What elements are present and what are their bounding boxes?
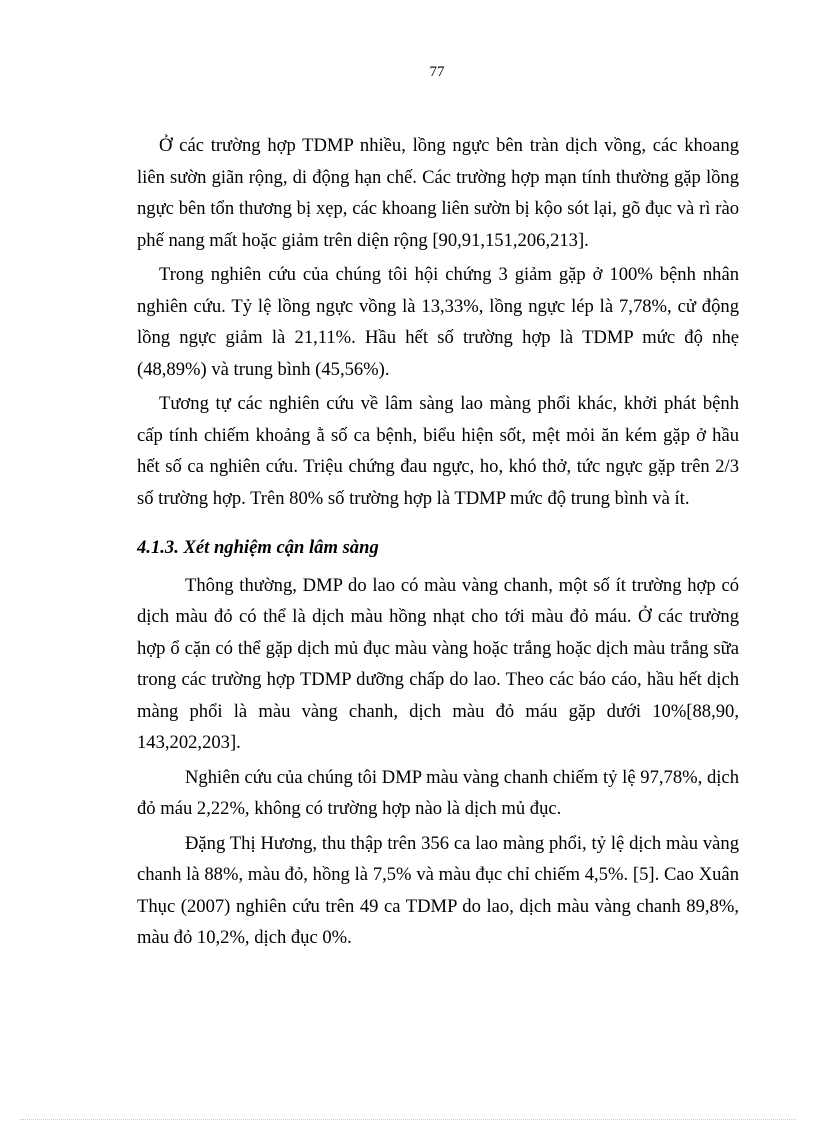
paragraph-comparison: Tương tự các nghiên cứu về lâm sàng lao màng phổi khác, khởi phát bệnh cấp tính chiếm khoảng ằ số ca bệnh, biểu hiện sốt, mệt mỏi ăn kém gặp ở hầu hết số ca nghiên cứu. Triệu chứng đau ngực, ho, khó thở, tức ngực gặp trên 2/3 số trường hợp. Trên 80% số trường hợp là TDMP mức độ trung bình và ít. [137,393,739,509]
paragraph-fluid-color: Thông thường, DMP do lao có màu vàng chanh, một số ít trường hợp có dịch màu đỏ có thể là dịch màu hồng nhạt cho tới màu đỏ máu. Ở các trường hợp ổ cặn có thể gặp dịch mủ đục màu vàng hoặc trắng hoặc dịch màu trắng sữa trong các trường hợp TDMP dưỡng chấp do lao. Theo các báo cáo, hầu hết dịch màng phổi là màu vàng chanh, dịch màu đỏ máu gặp dưới 10%[88,90, 143,202,203]. [137,574,739,753]
paragraph-clinical-signs: Ở các trường hợp TDMP nhiều, lồng ngực bên tràn dịch vồng, các khoang liên sườn giãn rộng, di động hạn chế. Các trường hợp mạn tính thường gặp lồng ngực bên tổn thương bị xẹp, các khoang liên sườn bị kộo sót lại, gõ đục và rì rào phế nang mất hoặc giảm trên diện rộng [90,91,151,206,213]. [137,135,739,251]
paragraph-study-results: Trong nghiên cứu của chúng tôi hội chứng 3 giảm gặp ở 100% bệnh nhân nghiên cứu. Tỷ lệ lồng ngực vồng là 13,33%, lồng ngực lép là 7,78%, cử động lồng ngực giảm là 21,11%. Hầu hết số trường hợp là TDMP mức độ nhẹ (48,89%) và trung bình (45,56%). [137,264,739,380]
section-heading: 4.1.3. Xét nghiệm cận lâm sàng [137,537,379,558]
document-body [137,130,739,957]
page-number: 77 [429,64,445,80]
paragraph-other-studies: Đặng Thị Hương, thu thập trên 356 ca lao màng phổi, tỷ lệ dịch màu vàng chanh là 88%, màu đỏ, hồng là 7,5% và màu đục chỉ chiếm 4,5%. [5]. Cao Xuân Thục (2007) nghiên cứu trên 49 ca TDMP do lao, dịch màu vàng chanh 89,8%, màu đỏ 10,2%, dịch đục 0%. [137,832,739,948]
page-bottom-divider [20,1119,796,1120]
paragraph-our-study: Nghiên cứu của chúng tôi DMP màu vàng chanh chiếm tỷ lệ 97,78%, dịch đỏ máu 2,22%, không có trường hợp nào là dịch mủ đục. [137,766,739,819]
